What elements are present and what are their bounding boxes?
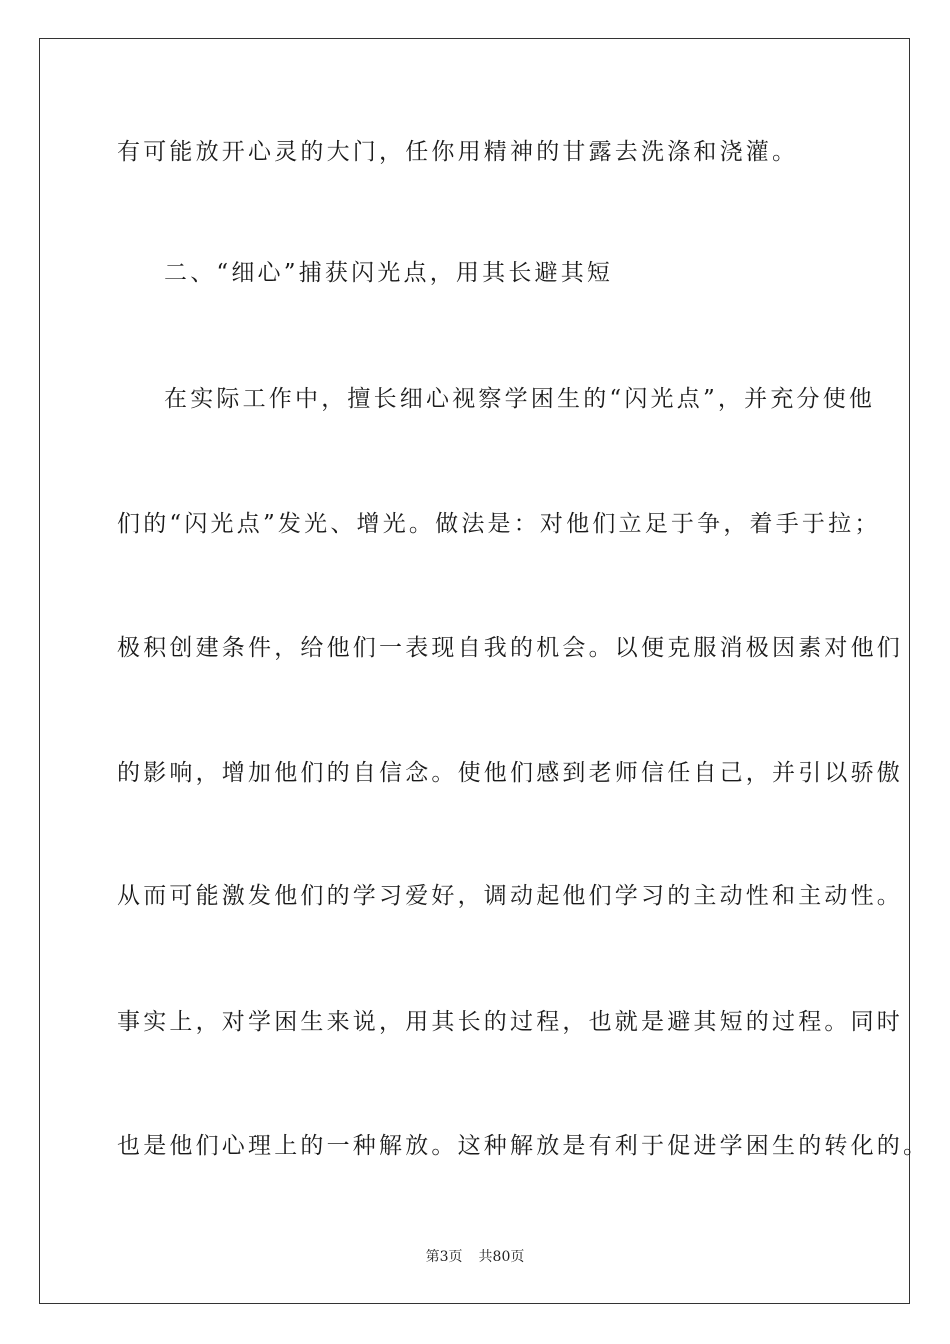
body-text-line: 也是他们心理上的一种解放。这种解放是有利于促进学困生的转化的。 (117, 1133, 930, 1159)
body-text-line: 的影响，增加他们的自信念。使他们感到老师信任自己，并引以骄傲 (117, 760, 903, 786)
page-footer (0, 1248, 950, 1266)
body-text-line: 事实上，对学困生来说，用其长的过程，也就是避其短的过程。同时 (117, 1009, 903, 1035)
body-text-line: 在实际工作中，擅长细心视察学困生的“闪光点”，并充分使他 (164, 386, 876, 412)
page-border (39, 38, 910, 1304)
page-number: 第3页 (425, 1249, 463, 1265)
page-total: 共80页 (478, 1249, 525, 1265)
body-text-line: 有可能放开心灵的大门，任你用精神的甘露去洗涤和浇灌。 (117, 139, 799, 165)
body-text-line: 从而可能激发他们的学习爱好，调动起他们学习的主动性和主动性。 (117, 883, 903, 909)
section-heading: 二、“细心”捕获闪光点，用其长避其短 (164, 260, 614, 286)
body-text-line: 们的“闪光点”发光、增光。做法是：对他们立足于争，着手于拉； (117, 511, 881, 537)
body-text-line: 极积创建条件，给他们一表现自我的机会。以便克服消极因素对他们 (117, 635, 903, 661)
